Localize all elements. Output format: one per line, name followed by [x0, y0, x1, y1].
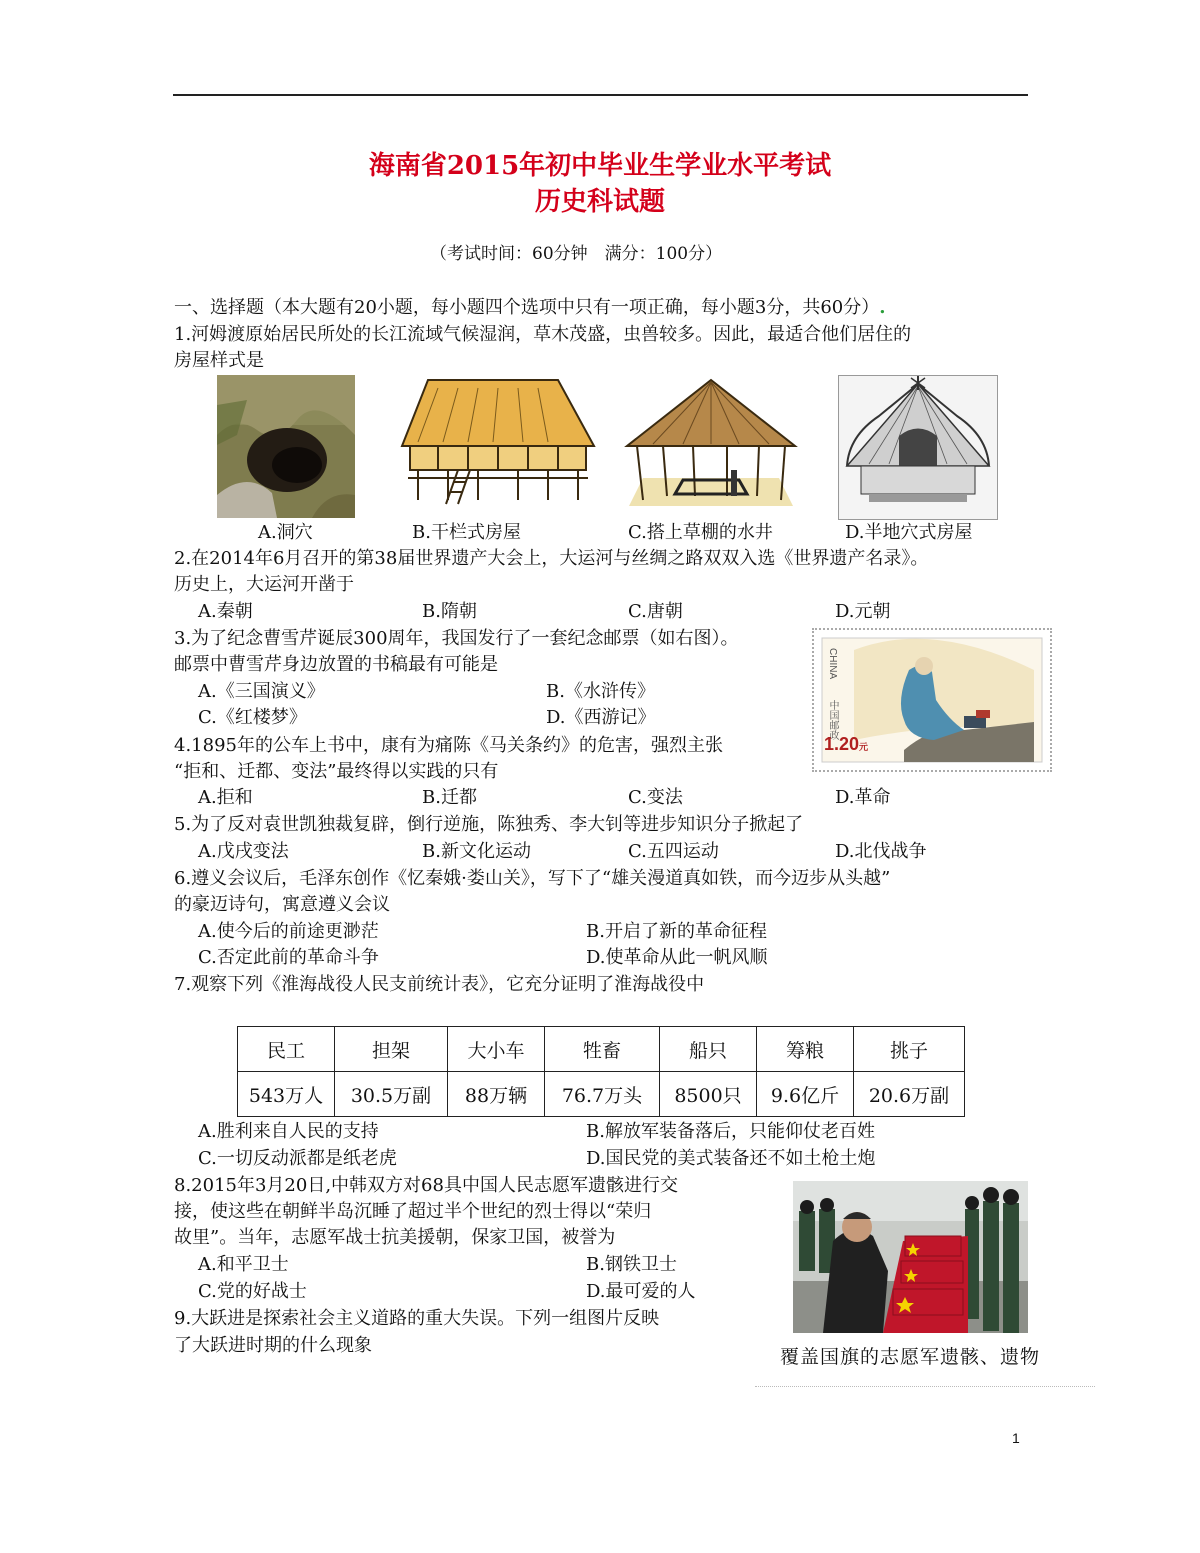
q2-option-a[interactable]: A.秦朝 [198, 601, 253, 622]
table-header-cell: 民工 [238, 1027, 335, 1072]
q3-option-d[interactable]: D.《西游记》 [546, 707, 656, 728]
q7-option-a[interactable]: A.胜利来自人民的支持 [198, 1121, 379, 1142]
stamp-post: 中国邮政 [827, 700, 838, 740]
q5-option-d[interactable]: D.北伐战争 [835, 841, 927, 862]
table-header-cell: 牲畜 [545, 1027, 660, 1072]
table-cell: 20.6万副 [854, 1072, 965, 1117]
q1-option-a[interactable]: A.洞穴 [258, 522, 313, 543]
table-header-cell: 筹粮 [757, 1027, 854, 1072]
q6-stem-line2: 的豪迈诗句，寓意遵义会议 [174, 894, 390, 915]
q9-stem-line1: 9.大跃进是探索社会主义道路的重大失误。下列一组图片反映 [174, 1308, 660, 1329]
table-header-cell: 船只 [660, 1027, 757, 1072]
exam-subject: 历史科试题 [534, 187, 665, 217]
page-number: 1 [1012, 1430, 1020, 1446]
table-cell: 9.6亿斤 [757, 1072, 854, 1117]
table-cell: 8500只 [660, 1072, 757, 1117]
q3-stem-line1: 3.为了纪念曹雪芹诞辰300周年，我国发行了一套纪念邮票（如右图）。 [174, 628, 739, 649]
q6-option-c[interactable]: C.否定此前的革命斗争 [198, 947, 379, 968]
q1-stem-line2: 房屋样式是 [174, 350, 264, 371]
stilt-house-image [398, 378, 598, 506]
q1-option-d[interactable]: D.半地穴式房屋 [845, 522, 973, 543]
cao-xueqin-stamp [812, 628, 1052, 772]
q3-option-a[interactable]: A.《三国演义》 [198, 681, 325, 702]
q1-option-c[interactable]: C.搭上草棚的水井 [628, 522, 773, 543]
q8-option-c[interactable]: C.党的好战士 [198, 1281, 307, 1302]
q7-option-c[interactable]: C.一切反动派都是纸老虎 [198, 1148, 397, 1169]
q3-stem-line2: 邮票中曹雪芹身边放置的书稿最有可能是 [174, 654, 498, 675]
exam-title: 海南省2015年初中毕业生学业水平考试 [368, 151, 832, 181]
q5-option-b[interactable]: B.新文化运动 [422, 841, 531, 862]
table-cell: 30.5万副 [335, 1072, 448, 1117]
q6-option-b[interactable]: B.开启了新的革命征程 [586, 921, 767, 942]
cave-image [217, 375, 355, 518]
q3-option-b[interactable]: B.《水浒传》 [546, 681, 655, 702]
q1-option-b[interactable]: B.干栏式房屋 [412, 522, 521, 543]
q8-stem-line3: 故里”。当年，志愿军战士抗美援朝，保家卫国，被誉为 [174, 1227, 616, 1248]
q6-stem-line1: 6.遵义会议后，毛泽东创作《忆秦娥·娄山关》，写下了“雄关漫道真如铁，而今迈步从头越” [174, 868, 891, 889]
q3-option-c[interactable]: C.《红楼梦》 [198, 707, 307, 728]
table-header-cell: 担架 [335, 1027, 448, 1072]
table-cell: 543万人 [238, 1072, 335, 1117]
q2-stem-line1: 2.在2014年6月召开的第38届世界遗产大会上，大运河与丝绸之路双双入选《世界遗产名录》。 [174, 548, 929, 569]
q8-option-d[interactable]: D.最可爱的人 [586, 1281, 696, 1302]
table-cell: 76.7万头 [545, 1072, 660, 1117]
q7-option-d[interactable]: D.国民党的美式装备还不如土枪土炮 [586, 1148, 876, 1169]
exam-info: （考试时间：60分钟 满分：100分） [430, 244, 723, 264]
q4-stem-line2: “拒和、迁都、变法”最终得以实践的只有 [174, 761, 499, 782]
table-header-cell: 挑子 [854, 1027, 965, 1072]
q8-option-b[interactable]: B.钢铁卫士 [586, 1254, 677, 1275]
q6-option-a[interactable]: A.使今后的前途更渺茫 [198, 921, 379, 942]
semi-subterranean-house-image [838, 375, 998, 520]
stamp-value: 1.20元 [824, 734, 869, 754]
q7-stem-line1: 7.观察下列《淮海战役人民支前统计表》，它充分证明了淮海战役中 [174, 974, 705, 995]
q2-stem-line2: 历史上，大运河开凿于 [174, 574, 354, 595]
q4-stem-line1: 4.1895年的公车上书中，康有为痛陈《马关条约》的危害，强烈主张 [174, 735, 723, 756]
q6-option-d[interactable]: D.使革命从此一帆风顺 [586, 947, 768, 968]
q8-stem-line2: 接，使这些在朝鲜半岛沉睡了超过半个世纪的烈士得以“荣归 [174, 1201, 652, 1222]
header-rule [173, 94, 1028, 96]
caption-divider [755, 1386, 1095, 1387]
q7-option-b[interactable]: B.解放军装备落后，只能仰仗老百姓 [586, 1121, 875, 1142]
q4-option-a[interactable]: A.拒和 [198, 787, 253, 808]
stamp-country: CHINA [827, 648, 838, 680]
volunteer-remains-photo [793, 1181, 1028, 1333]
q4-option-c[interactable]: C.变法 [628, 787, 683, 808]
thatched-well-image [623, 378, 799, 508]
table-cell: 88万辆 [448, 1072, 545, 1117]
q2-option-c[interactable]: C.唐朝 [628, 601, 683, 622]
q5-option-a[interactable]: A.戊戌变法 [198, 841, 289, 862]
q1-stem-line1: 1.河姆渡原始居民所处的长江流域气候湿润，草木茂盛，虫兽较多。因此，最适合他们居住的 [174, 324, 912, 345]
q5-stem-line1: 5.为了反对袁世凯独裁复辟，倒行逆施，陈独秀、李大钊等进步知识分子掀起了 [174, 814, 804, 835]
table-row [238, 1072, 965, 1117]
q2-option-d[interactable]: D.元朝 [835, 601, 891, 622]
table-header-cell: 大小车 [448, 1027, 545, 1072]
q5-option-c[interactable]: C.五四运动 [628, 841, 719, 862]
q2-option-b[interactable]: B.隋朝 [422, 601, 477, 622]
table-header-row [238, 1027, 965, 1072]
q9-stem-line2: 了大跃进时期的什么现象 [174, 1335, 372, 1356]
q8-stem-line1: 8.2015年3月20日,中韩双方对68具中国人民志愿军遗骸进行交 [174, 1175, 678, 1196]
q4-option-b[interactable]: B.迁都 [422, 787, 477, 808]
q8-option-a[interactable]: A.和平卫士 [198, 1254, 289, 1275]
q4-option-d[interactable]: D.革命 [835, 787, 891, 808]
photo-caption: 覆盖国旗的志愿军遗骸、遗物 [780, 1346, 1041, 1368]
huaihai-support-table [237, 1026, 965, 1117]
section-heading: 一、选择题（本大题有20小题，每小题四个选项中只有一项正确，每小题3分，共60分）. [174, 297, 886, 318]
